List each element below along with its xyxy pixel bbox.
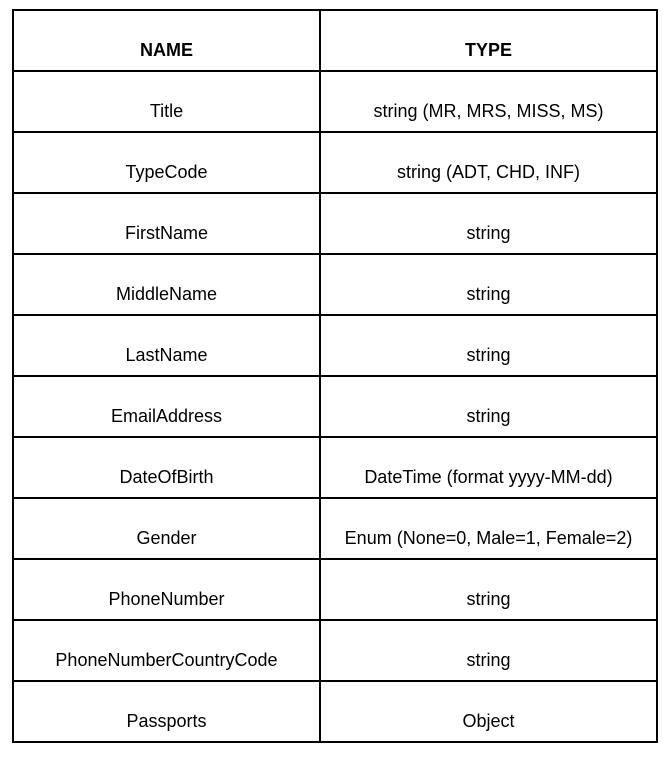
field-name-cell: Title [13, 71, 320, 132]
field-name-cell: EmailAddress [13, 376, 320, 437]
table-row [13, 559, 657, 620]
field-type-cell: Object [320, 681, 657, 742]
field-name-cell: Passports [13, 681, 320, 742]
field-type-cell: string [320, 620, 657, 681]
field-type-cell: Enum (None=0, Male=1, Female=2) [320, 498, 657, 559]
table-row [13, 254, 657, 315]
field-name-cell: MiddleName [13, 254, 320, 315]
field-type-cell: DateTime (format yyyy-MM-dd) [320, 437, 657, 498]
field-type-table [12, 9, 658, 743]
field-name-cell: LastName [13, 315, 320, 376]
table-row [13, 132, 657, 193]
table-row [13, 193, 657, 254]
table-row [13, 681, 657, 742]
table-row [13, 71, 657, 132]
type-column-header: TYPE [320, 10, 657, 71]
field-type-cell: string [320, 315, 657, 376]
table-row [13, 376, 657, 437]
field-type-cell: string [320, 559, 657, 620]
table-row [13, 437, 657, 498]
table-row [13, 498, 657, 559]
field-type-cell: string (MR, MRS, MISS, MS) [320, 71, 657, 132]
table-row [13, 620, 657, 681]
field-type-cell: string [320, 376, 657, 437]
field-type-cell: string [320, 254, 657, 315]
name-column-header: NAME [13, 10, 320, 71]
field-name-cell: TypeCode [13, 132, 320, 193]
field-name-cell: PhoneNumber [13, 559, 320, 620]
field-type-cell: string [320, 193, 657, 254]
field-name-cell: Gender [13, 498, 320, 559]
table-row [13, 315, 657, 376]
field-name-cell: DateOfBirth [13, 437, 320, 498]
table-header-row [13, 10, 657, 71]
field-name-cell: PhoneNumberCountryCode [13, 620, 320, 681]
field-name-cell: FirstName [13, 193, 320, 254]
field-type-cell: string (ADT, CHD, INF) [320, 132, 657, 193]
